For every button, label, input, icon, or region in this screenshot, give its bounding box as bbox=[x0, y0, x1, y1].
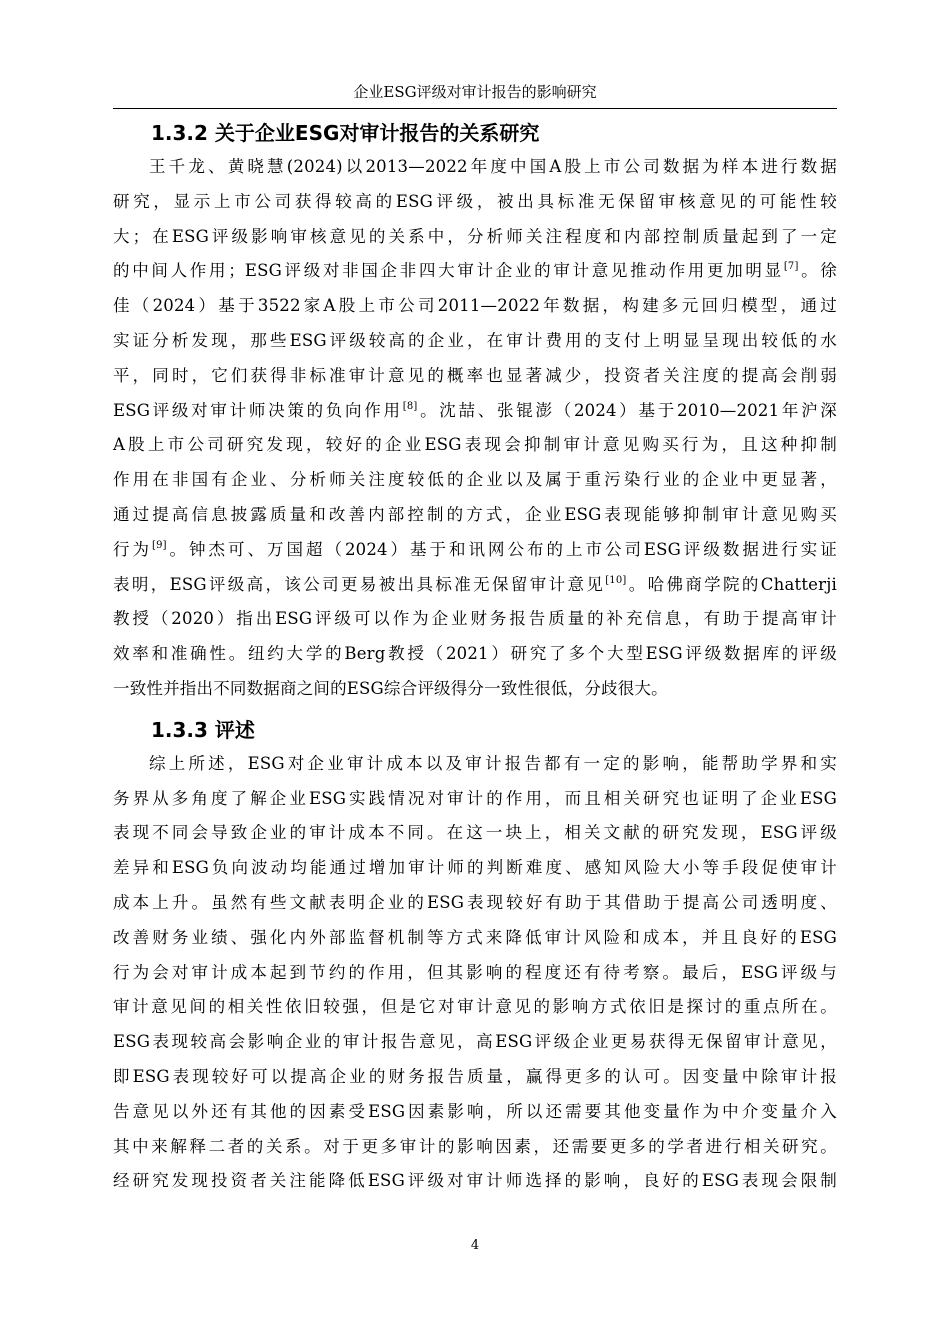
text-line bbox=[113, 568, 837, 603]
text-segment: 行为 bbox=[113, 539, 152, 559]
page-number: 4 bbox=[470, 1238, 480, 1253]
text-line: 大；在ESG评级影响审核意见的关系中，分析师关注程度和内部控制质量起到了一定 bbox=[113, 226, 837, 246]
text-line: 差异和ESG负向波动均能通过增加审计师的判断难度、感知风险大小等手段促使审计 bbox=[113, 858, 837, 878]
citation-ref-8: [8] bbox=[402, 400, 418, 412]
text-line: 王千龙、黄晓慧(2024)以2013—2022年度中国A股上市公司数据为样本进行数据 bbox=[149, 157, 837, 176]
text-line: 成本上升。虽然有些文献表明企业的ESG表现较好有助于其借助于提高公司透明度、 bbox=[113, 892, 837, 912]
text-line: 一致性并指出不同数据商之间的ESG综合评级得分一致性很低，分歧很大。 bbox=[113, 678, 668, 698]
text-line: 即ESG表现较好可以提高企业的财务报告质量，赢得更多的认可。因变量中除审计报 bbox=[113, 1066, 837, 1086]
text-line: 务界从多角度了解企业ESG实践情况对审计的作用，而且相关研究也证明了企业ESG bbox=[113, 788, 837, 808]
paragraph-related-research bbox=[113, 150, 837, 707]
text-line bbox=[113, 394, 837, 429]
section-heading-1-3-2: 1.3.2 关于企业ESG对审计报告的关系研究 bbox=[151, 121, 540, 145]
text-line bbox=[113, 533, 837, 568]
paragraph-review bbox=[113, 747, 837, 1199]
text-segment: 。哈佛商学院的Chatterji bbox=[626, 574, 837, 594]
text-line: 研究，显示上市公司获得较高的ESG评级，被出具标准无保留审核意见的可能性较 bbox=[113, 191, 837, 211]
text-segment: 的中间人作用；ESG评级对非国企非四大审计企业的审计意见推动作用更加明显 bbox=[113, 261, 784, 281]
text-line: 其中来解释二者的关系。对于更多审计的影响因素，还需要更多的学者进行相关研究。 bbox=[113, 1136, 837, 1156]
running-header: 企业ESG评级对审计报告的影响研究 bbox=[353, 83, 597, 101]
section-heading-1-3-3: 1.3.3 评述 bbox=[151, 717, 255, 742]
text-line: 作用在非国有企业、分析师关注度较低的企业以及属于重污染行业的企业中更显著， bbox=[113, 470, 837, 490]
text-line: 行为会对审计成本起到节约的作用，但其影响的程度还有待考察。最后，ESG评级与 bbox=[113, 962, 837, 982]
text-segment: 表明，ESG评级高，该公司更易被出具标准无保留审计意见 bbox=[113, 574, 606, 594]
text-line: ESG表现较高会影响企业的审计报告意见，高ESG评级企业更易获得无保留审计意见， bbox=[113, 1032, 837, 1052]
text-line: 经研究发现投资者关注能降低ESG评级对审计师选择的影响，良好的ESG表现会限制 bbox=[113, 1171, 837, 1191]
citation-ref-10: [10] bbox=[605, 574, 627, 586]
text-line: 改善财务业绩、强化内外部监督机制等方式来降低审计风险和成本，并且良好的ESG bbox=[113, 927, 837, 947]
text-line: 告意见以外还有其他的因素受ESG因素影响，所以还需要其他变量作为中介变量介入 bbox=[113, 1101, 837, 1121]
text-line: 表现不同会导致企业的审计成本不同。在这一块上，相关文献的研究发现，ESG评级 bbox=[113, 823, 837, 843]
text-segment: 。钟杰可、万国超（2024）基于和讯网公布的上市公司ESG评级数据进行实证 bbox=[166, 539, 837, 559]
text-line: 综上所述，ESG对企业审计成本以及审计报告都有一定的影响，能帮助学界和实 bbox=[149, 753, 837, 773]
text-line: 效率和准确性。纽约大学的Berg教授（2021）研究了多个大型ESG评级数据库的评级 bbox=[113, 644, 837, 664]
text-line: 审计意见间的相关性依旧较强，但是它对审计意见的影响方式依旧是探讨的重点所在。 bbox=[113, 997, 837, 1017]
text-line: 佳（2024）基于3522家A股上市公司2011—2022年数据，构建多元回归模型，通过 bbox=[113, 296, 837, 316]
text-line bbox=[113, 254, 837, 289]
text-segment: 。徐 bbox=[798, 261, 837, 281]
header-rule bbox=[113, 108, 837, 109]
text-line: 平，同时，它们获得非标准审计意见的概率也显著减少，投资者关注度的提高会削弱 bbox=[113, 365, 837, 385]
text-line: A股上市公司研究发现，较好的企业ESG表现会抑制审计意见购买行为，且这种抑制 bbox=[113, 435, 837, 455]
text-line: 实证分析发现，那些ESG评级较高的企业，在审计费用的支付上明显呈现出较低的水 bbox=[113, 330, 837, 350]
text-line: 通过提高信息披露质量和改善内部控制的方式，企业ESG表现能够抑制审计意见购买 bbox=[113, 504, 837, 524]
text-line: 教授（2020）指出ESG评级可以作为企业财务报告质量的补充信息，有助于提高审计 bbox=[113, 609, 837, 629]
text-segment: ESG评级对审计师决策的负向作用 bbox=[113, 400, 403, 420]
citation-ref-9: [9] bbox=[151, 539, 167, 551]
text-segment: 。沈喆、张锟澎（2024）基于2010—2021年沪深 bbox=[417, 400, 838, 420]
citation-ref-7: [7] bbox=[783, 261, 799, 273]
page-body bbox=[113, 116, 837, 1199]
